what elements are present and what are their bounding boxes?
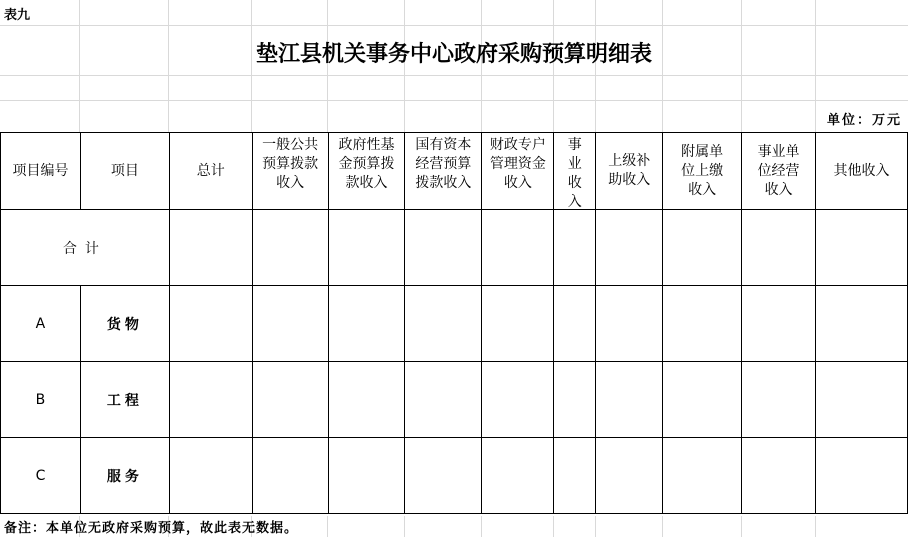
row-code: C xyxy=(1,438,81,514)
table-label: 表九 xyxy=(4,8,31,23)
table-row-total xyxy=(1,210,908,286)
header-superior: 上级补助收入 xyxy=(596,133,663,210)
table-row xyxy=(1,286,908,362)
header-row xyxy=(1,133,908,210)
row-code: A xyxy=(1,286,81,362)
row-name: 货物 xyxy=(80,286,169,362)
header-other: 其他收入 xyxy=(816,133,908,210)
row-code: B xyxy=(1,362,81,438)
header-affiliate: 附属单位上缴收入 xyxy=(663,133,742,210)
footnote: 备注：本单位无政府采购预算，故此表无数据。 xyxy=(4,521,299,536)
row-name: 工程 xyxy=(80,362,169,438)
procurement-budget-table xyxy=(0,132,908,514)
table-row xyxy=(1,362,908,438)
header-operation: 事业单位经营收入 xyxy=(742,133,816,210)
unit-label: 单位：万元 xyxy=(826,113,902,128)
header-business: 事业收入 xyxy=(554,133,596,210)
header-total: 总计 xyxy=(169,133,252,210)
page-title: 垫江县机关事务中心政府采购预算明细表 xyxy=(255,41,652,67)
header-special: 财政专户管理资金收入 xyxy=(482,133,554,210)
table-row xyxy=(1,438,908,514)
header-general: 一般公共预算拨款收入 xyxy=(252,133,328,210)
header-item: 项目 xyxy=(80,133,169,210)
header-code: 项目编号 xyxy=(1,133,81,210)
header-fund: 政府性基金预算拨款收入 xyxy=(328,133,405,210)
total-label: 合计 xyxy=(1,210,170,286)
row-name: 服务 xyxy=(80,438,169,514)
header-state: 国有资本经营预算拨款收入 xyxy=(405,133,482,210)
